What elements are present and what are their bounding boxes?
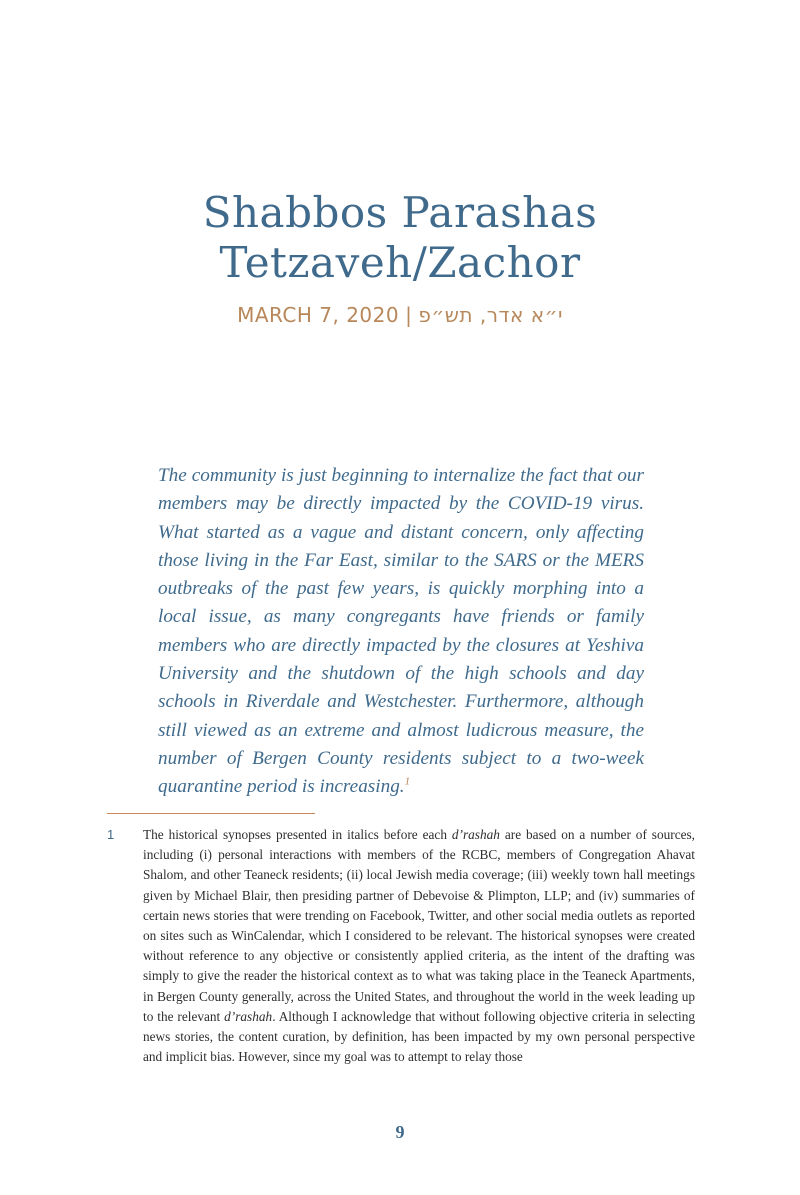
synopsis-text: The community is just beginning to internalize the fact that our members may be directly impacted by the COVID-19 virus. What started as a vague and distant concern, only affecting those living in the Far East, similar to the SARS or the MERS outbreaks of the past few years, is quickly morphing into a local issue, as many congregants have friends or family members who are directly impacted by the closures at Yeshiva University and the shutdown of the high schools and day schools in Riverdale and Westchester. Furthermore, although still viewed as an extreme and almost ludicrous measure, the number of Bergen County residents subject to a two-week quarantine period is increasing. [158, 465, 644, 798]
footnote-number: 1 [107, 827, 115, 842]
date-separator: | [405, 303, 413, 327]
page-number: 9 [395, 1122, 405, 1142]
date-english: MARCH 7, 2020 [237, 303, 400, 327]
footnote-part-2: are based on a number of sources, including (i) personal interactions with members of the RCBC, members of Congregation Ahavat Shalom, and other Teaneck residents; (ii) local Jewish media coverage; (iii) weekly town hall meetings given by Michael Blair, then presiding partner of Debevoise & Plimpton, LLP; and (iv) summaries of certain news stories that were trending on Facebook, Twitter, and other social media outlets as reported on sites such as WinCalendar, which I considered to be relevant. The historical synopses were created without reference to any objective or consistently applied criteria, as the intent of the drafting was simply to give the reader the historical context as to what was taking place in the Teaneck Apartments, in Bergen County generally, across the United States, and throughout the world in the week leading up to the relevant [143, 827, 695, 1024]
historical-synopsis [158, 462, 644, 802]
footnote-part-1: The historical synopses presented in italics before each [143, 827, 452, 842]
date-line [0, 303, 800, 327]
title-line-1: Shabbos Parashas [202, 188, 598, 237]
title-line-2: Tetzaveh/Zachor [219, 238, 581, 287]
footnote-marker[interactable]: 1 [404, 775, 411, 788]
footnote [107, 825, 695, 1067]
page-title [0, 188, 800, 288]
footnote-term-2: d’rashah [224, 1008, 273, 1024]
footnote-divider [107, 813, 315, 814]
footnote-term-1: d’rashah [451, 827, 500, 842]
date-hebrew: י״א אדר, תש״פ [418, 303, 563, 327]
footnote-part-3: . Although I acknowledge that without following objective criteria in selecting news stories, the content curation, by definition, has been impacted by my own personal perspective and implicit bias. However, since my goal was to attempt to relay those [143, 1008, 695, 1065]
footnote-text [143, 825, 695, 1067]
